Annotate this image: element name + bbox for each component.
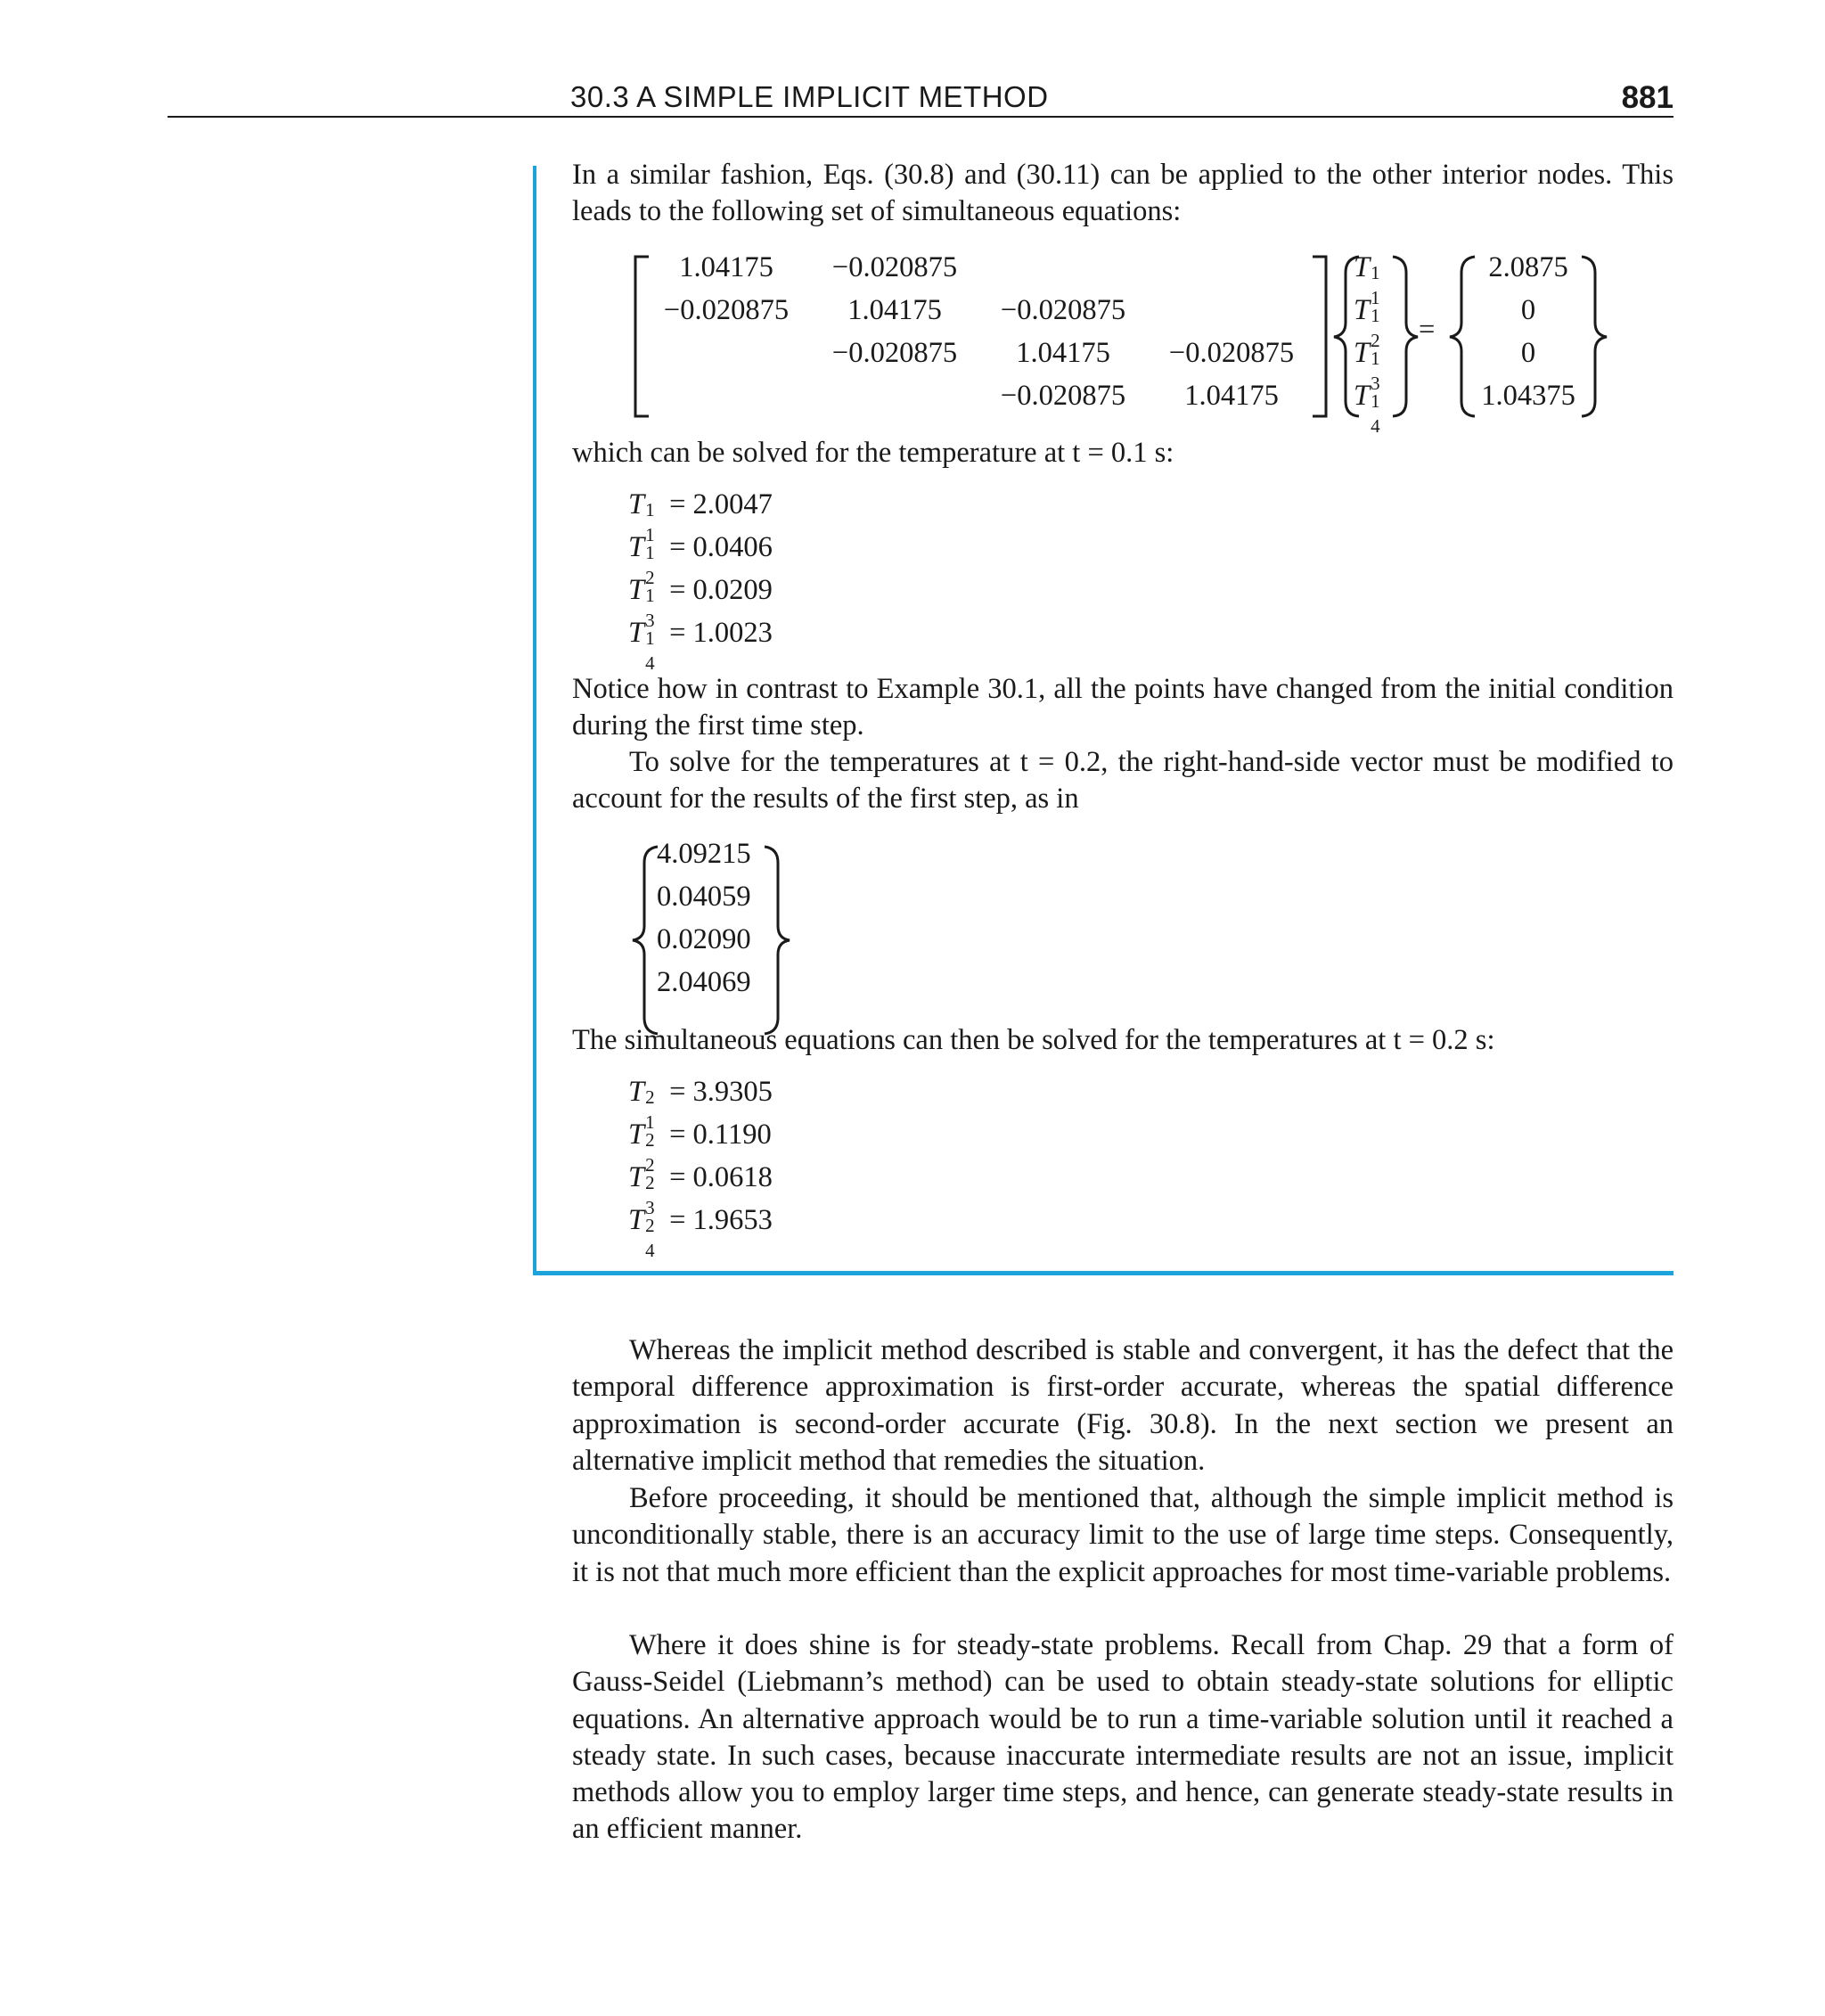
solution-t2-row: T 2 4 = 1.9653 [628, 1204, 773, 1261]
unknown-t1: T 1 1 [1354, 251, 1380, 308]
paragraph-accuracy-limit: Before proceeding, it should be mentioned that, although the simple implicit method is unconditionally stable, there is an accuracy limit to the use of large time steps. Consequently, it is not that much more efficient than the explicit approaches for most time-variable problems. [572, 1482, 1674, 1588]
matrix-cell-r3c3: 1.04175 [1016, 337, 1110, 369]
matrix-cell-r1c2: −0.020875 [831, 251, 958, 283]
paragraph-rhs-modified: To solve for the temperatures at t = 0.2, the right-hand-side vector must be modified to account for the results of the first step, as in [572, 746, 1674, 815]
unknown-t2: T 1 2 [1354, 294, 1380, 351]
page-number: 881 [1621, 80, 1674, 115]
matrix-cell-r3c2: −0.020875 [831, 337, 958, 369]
solution-t1-row: T 1 3 = 0.0209 [628, 574, 773, 631]
section-title: 30.3 A SIMPLE IMPLICIT METHOD [570, 80, 1049, 113]
matrix-cell-r2c1: −0.020875 [663, 294, 790, 326]
solution-t1-row: T 1 1 = 2.0047 [628, 488, 773, 545]
solution-t2-row: T 2 2 = 0.1190 [628, 1119, 772, 1176]
paragraph-solve-t2: The simultaneous equations can then be solved for the temperatures at t = 0.2 s: [572, 1024, 1495, 1056]
matrix-cell-r1c1: 1.04175 [679, 251, 773, 283]
rhs2-value-3: 0.02090 [657, 923, 751, 955]
rhs2-value-2: 0.04059 [657, 881, 751, 913]
unknown-t4: T 1 4 [1354, 380, 1380, 437]
paragraph-steady-state: Where it does shine is for steady-state problems. Recall from Chap. 29 that a form of Gauss-Seidel (Liebmann’s method) can be used to obtain steady-state solutions for elliptic equations. An alternative approach would be to run a time-variable solution until it reached a steady state. In such cases, because inaccurate intermediate results are not an issue, implicit methods allow you to employ larger time steps, and hence, can generate steady-state results in an efficient manner. [572, 1629, 1674, 1846]
rhs-value-2: 0 [1520, 294, 1536, 326]
unknowns-right-brace [1393, 257, 1418, 416]
solution-t2-row: T 2 1 = 3.9305 [628, 1076, 773, 1133]
matrix-cell-r4c3: −0.020875 [1000, 380, 1126, 412]
rhs-value-4: 1.04375 [1481, 380, 1575, 412]
matrix-cell-r2c3: −0.020875 [1000, 294, 1126, 326]
unknown-t3: T 1 3 [1354, 337, 1380, 394]
paragraph-intro: In a similar fashion, Eqs. (30.8) and (30.11) can be applied to the other interior nodes. This leads to the following set of simultaneous equations: [572, 159, 1674, 228]
matrix-cell-r3c4: −0.020875 [1168, 337, 1295, 369]
rhs2-value-1: 4.09215 [657, 838, 751, 870]
matrix-cell-r4c4: 1.04175 [1184, 380, 1279, 412]
vector2-right-brace [765, 847, 790, 1034]
solution-t1-row: T 1 4 = 1.0023 [628, 617, 773, 674]
rhs2-value-4: 2.04069 [657, 966, 751, 998]
paragraph-solve-t1: which can be solved for the temperature at t = 0.1 s: [572, 437, 1174, 469]
matrix-cell-r2c2: 1.04175 [847, 294, 942, 326]
solution-t1-row: T 1 2 = 0.0406 [628, 531, 773, 588]
rhs-value-1: 2.0875 [1488, 251, 1568, 283]
solution-t2-row: T 2 3 = 0.0618 [628, 1161, 773, 1218]
equals-sign: = [1419, 314, 1436, 346]
paragraph-stability: Whereas the implicit method described is stable and convergent, it has the defect that the temporal difference approximation is first-order accurate, whereas the spatial difference approximation is second-order accurate (Fig. 30.8). In the next section we present an alternative implicit method that remedies the situation. [572, 1334, 1674, 1477]
paragraph-notice: Notice how in contrast to Example 30.1, all the points have changed from the initial condition during the first time step. [572, 673, 1674, 742]
rhs-value-3: 0 [1520, 337, 1536, 369]
vector2-left-brace [633, 847, 658, 1034]
